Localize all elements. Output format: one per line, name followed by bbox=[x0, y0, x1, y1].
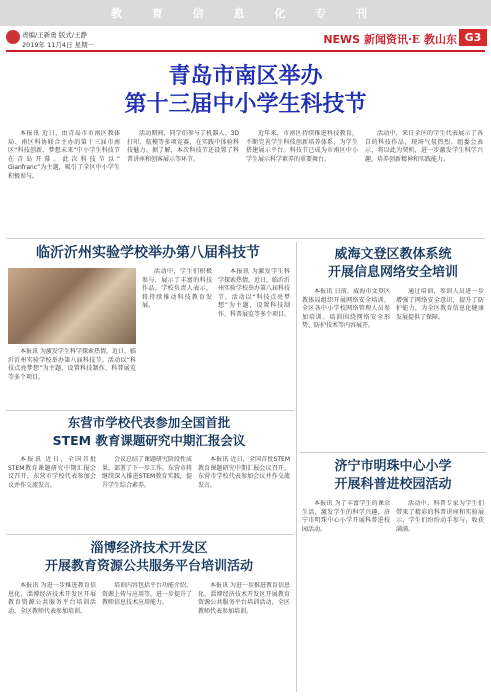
main-article-col-1 bbox=[8, 130, 120, 234]
main-headline-line1: 青岛市南区举办 bbox=[168, 64, 323, 89]
jining-paragraph: 本报讯 为了丰富学生的课余生活，激发学生的科学兴趣，济宁市明珠中心小学开展科普进校园活动。 bbox=[302, 500, 390, 533]
main-paragraph: 本报讯 近日，由青岛市市南区教体局、南区科协联合主办的第十三届市南区“科技创新、梦想未来”中小学生科技节在青岛开幕。此次科技节以“ Gianfranc”为主题，吸引了全区中小学生积极参与。 bbox=[8, 130, 120, 180]
zibo-paragraph: 本报讯 为进一步推进教育信息化，淄博经济技术开发区开展教育资源公共服务平台培训活动，全区教师代表参加培训。 bbox=[198, 582, 290, 615]
paper-logo-icon bbox=[6, 30, 20, 44]
dongying-col-3 bbox=[198, 456, 290, 530]
zibo-col-2 bbox=[102, 582, 192, 690]
linyi-headline: 临沂沂州实验学校举办第八届科技节 bbox=[36, 245, 260, 261]
section-kicker: 教 育 信 息 化 专 刊 bbox=[111, 7, 380, 20]
page-number-badge: G3 bbox=[459, 29, 487, 46]
dongying-paragraph: 本报讯 近日，全国首批STEM教育课题研究中期汇报会议召开，东营市学校代表参加会议并作交流发言。 bbox=[8, 456, 96, 489]
dongying-paragraph: 会议总结了课题研究阶段性成果，部署了下一步工作。东营市将继续深入推进STEM教育实践，提升学生综合素养。 bbox=[102, 456, 192, 489]
dongying-headline-line2: STEM 教育课题研究中期汇报会议 bbox=[52, 433, 246, 448]
linyi-col-3 bbox=[218, 268, 290, 406]
linyi-col-1 bbox=[8, 348, 136, 406]
divider bbox=[6, 410, 294, 411]
zibo-headline-line2: 开展教育资源公共服务平台培训活动 bbox=[44, 559, 253, 574]
jining-col-1 bbox=[302, 500, 390, 686]
linyi-paragraph: 本报讯 为激发学生科学探索热情，近日，临沂沂州实验学校举办第八届科技节。活动以“科技点亮梦想”为主题，设置科技制作、科普展览等多个项目。 bbox=[218, 268, 290, 318]
weihai-col-2 bbox=[396, 288, 484, 446]
zibo-paragraph: 培训内容包括平台功能介绍、资源上传与应用等，进一步提升了教师信息技术应用能力。 bbox=[102, 582, 192, 606]
weihai-col-1 bbox=[302, 288, 390, 446]
dongying-col-2 bbox=[102, 456, 192, 530]
zibo-paragraph: 本报讯 为进一步推进教育信息化，淄博经济技术开发区开展教育资源公共服务平台培训活动，全区教师代表参加培训。 bbox=[8, 582, 96, 615]
main-article-col-2 bbox=[127, 130, 239, 234]
section-name: 新闻资讯·E 教山东 bbox=[363, 33, 457, 46]
dongying-col-1 bbox=[8, 456, 96, 530]
main-paragraph: 活动期间，同学们参与了机器人、3D打印、航模等多项竞赛，在实践中体验科技魅力。据了解，本次科技节还设置了科普讲座和创客展示等环节。 bbox=[127, 130, 239, 163]
divider bbox=[6, 534, 294, 535]
jining-paragraph: 活动中，科普专家为学生们带来了精彩的科普讲座和实验展示，学生们纷纷动手参与，收获满满。 bbox=[396, 500, 484, 533]
divider bbox=[300, 452, 486, 453]
divider bbox=[6, 238, 485, 239]
column-divider bbox=[296, 242, 297, 692]
dongying-headline-line1: 东营市学校代表参加全国首批 bbox=[67, 415, 231, 430]
news-label: NEWS bbox=[323, 33, 361, 46]
linyi-paragraph: 本报讯 为激发学生科学探索热情，近日，临沂沂州实验学校举办第八届科技节。活动以“科技点亮梦想”为主题，设置科技制作、科普展览等多个项目。 bbox=[8, 348, 136, 381]
main-paragraph: 近年来，市南区持续推进科技教育，不断完善学生科技创新培养体系，为学生搭建展示平台。科技节已成为市南区中小学生展示科学素养的重要舞台。 bbox=[246, 130, 358, 163]
linyi-col-2 bbox=[142, 268, 212, 406]
zibo-col-3 bbox=[198, 582, 290, 690]
main-article-col-4 bbox=[365, 130, 483, 234]
editor-line: 责编/王新勇 版式/王静 bbox=[22, 31, 87, 39]
main-headline-line2: 第十三届中小学生科技节 bbox=[124, 92, 367, 117]
main-paragraph: 活动中，来自全区的学生代表展示了各自的科技作品，现场气氛热烈。组委会表示，将以此为契机，进一步激发学生科学兴趣，培养创新精神和实践能力。 bbox=[365, 130, 483, 163]
linyi-paragraph: 活动中，学生们积极参与，展示了丰富的科技作品。学校负责人表示，将持续推动科技教育发展。 bbox=[142, 268, 212, 309]
section-title bbox=[323, 31, 457, 47]
jining-headline-line1: 济宁市明珠中心小学 bbox=[334, 459, 452, 474]
header-rule bbox=[6, 50, 485, 52]
main-article-col-3 bbox=[246, 130, 358, 234]
weihai-paragraph: 通过培训，参训人员进一步增强了网络安全意识，提升了防护能力，为全区教育信息化健康发展提供了保障。 bbox=[396, 288, 484, 321]
jining-col-2 bbox=[396, 500, 484, 686]
linyi-photo bbox=[8, 268, 136, 344]
weihai-headline-line1: 威海文登区教体系统 bbox=[334, 247, 452, 262]
zibo-headline-line1: 淄博经济技术开发区 bbox=[90, 541, 208, 556]
jining-headline-line2: 开展科普进校园活动 bbox=[334, 477, 452, 492]
weihai-paragraph: 本报讯 日前，威海市文登区教体局组织开展网络安全培训，全区各中小学校网络管理人员参加培训。培训围绕网络安全形势、防护技术等内容展开。 bbox=[302, 288, 390, 329]
date-line: 2019年 11月4日 星期一 bbox=[22, 41, 95, 49]
dongying-paragraph: 本报讯 近日，全国首批STEM教育课题研究中期汇报会议召开，东营市学校代表参加会议并作交流发言。 bbox=[198, 456, 290, 489]
weihai-headline-line2: 开展信息网络安全培训 bbox=[327, 265, 458, 280]
zibo-col-1 bbox=[8, 582, 96, 690]
